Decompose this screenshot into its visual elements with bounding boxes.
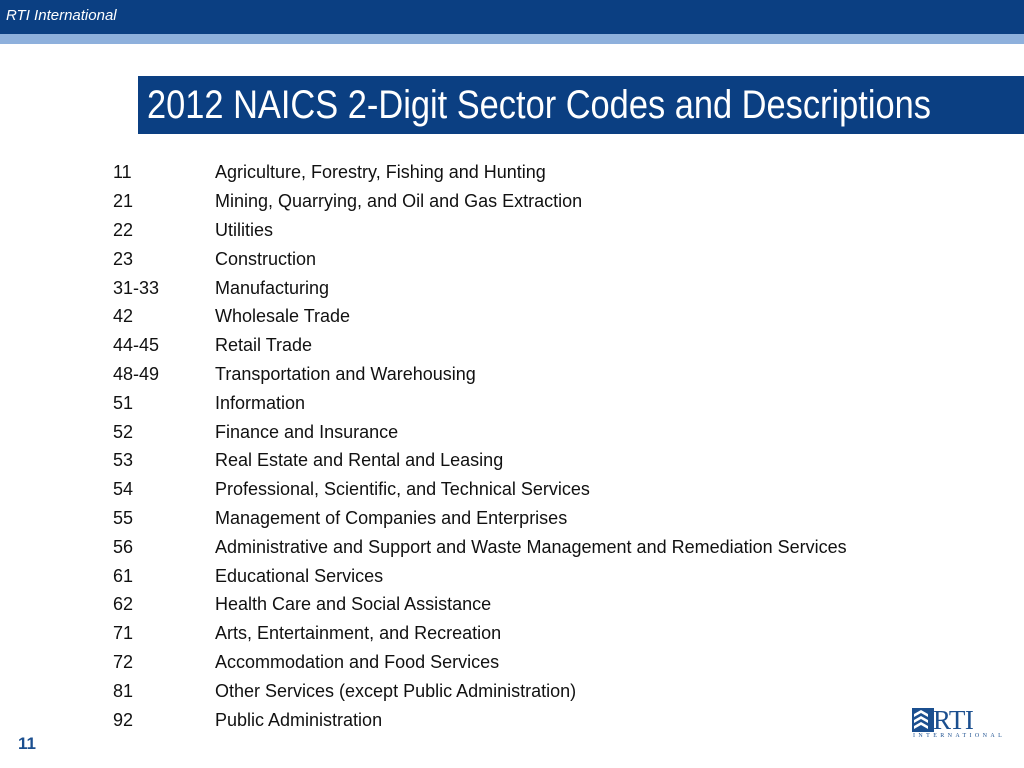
sector-code: 23	[113, 248, 134, 269]
sector-code: 71	[113, 623, 134, 644]
sector-code: 72	[113, 651, 134, 672]
sector-description: Wholesale Trade	[215, 306, 351, 327]
sector-row	[113, 446, 847, 475]
sector-code: 81	[113, 680, 134, 701]
sector-code: 56	[113, 536, 134, 557]
sector-code: 62	[113, 594, 134, 615]
sector-row	[113, 360, 847, 389]
sector-code: 55	[113, 507, 134, 528]
sector-row	[113, 475, 847, 504]
sector-row	[113, 504, 847, 533]
sector-row	[113, 417, 847, 446]
logo-wordmark: RTI	[933, 705, 974, 735]
sector-row	[113, 216, 847, 245]
sector-description: Educational Services	[215, 565, 384, 586]
sector-description: Real Estate and Rental and Leasing	[215, 450, 504, 471]
sector-code: 54	[113, 479, 134, 500]
sector-code-list	[113, 158, 847, 734]
header-bar	[0, 0, 1024, 34]
sector-description: Professional, Scientific, and Technical Services	[215, 479, 590, 500]
sector-code: 92	[113, 709, 134, 730]
sector-row	[113, 561, 847, 590]
sector-row	[113, 158, 847, 187]
sector-description: Management of Companies and Enterprises	[215, 507, 568, 528]
sector-description: Public Administration	[215, 709, 383, 730]
sector-row	[113, 302, 847, 331]
sector-row	[113, 590, 847, 619]
brand-name: RTI International	[6, 7, 117, 24]
sector-description: Manufacturing	[215, 277, 330, 298]
page-title: 2012 NAICS 2-Digit Sector Codes and Descriptions	[147, 83, 931, 127]
sector-description: Construction	[215, 248, 317, 269]
sector-row	[113, 532, 847, 561]
sector-description: Health Care and Social Assistance	[215, 594, 492, 615]
sector-row	[113, 244, 847, 273]
sector-description: Agriculture, Forestry, Fishing and Hunting	[215, 162, 546, 183]
sector-description: Other Services (except Public Administration)	[215, 680, 577, 701]
sector-description: Retail Trade	[215, 335, 313, 356]
sector-row	[113, 273, 847, 302]
sector-row	[113, 705, 847, 734]
sector-code: 21	[113, 191, 134, 212]
sector-description: Mining, Quarrying, and Oil and Gas Extraction	[215, 191, 583, 212]
sector-row	[113, 619, 847, 648]
sector-description: Administrative and Support and Waste Management and Remediation Services	[215, 536, 847, 557]
sector-description: Accommodation and Food Services	[215, 651, 500, 672]
rti-logo	[912, 705, 1006, 741]
sector-code: 48-49	[113, 363, 160, 384]
page-number: 11	[18, 734, 36, 753]
sector-description: Transportation and Warehousing	[215, 363, 476, 384]
sector-row	[113, 676, 847, 705]
sector-code: 11	[113, 162, 132, 183]
title-banner	[138, 76, 1024, 134]
sector-code: 42	[113, 306, 134, 327]
sector-code: 52	[113, 421, 134, 442]
sector-description: Utilities	[215, 219, 274, 240]
sector-code: 51	[113, 392, 134, 413]
sector-row	[113, 187, 847, 216]
sector-row	[113, 388, 847, 417]
sector-row	[113, 331, 847, 360]
sector-code: 22	[113, 219, 134, 240]
rti-logo-icon	[912, 708, 934, 732]
sector-description: Arts, Entertainment, and Recreation	[215, 623, 502, 644]
sector-description: Finance and Insurance	[215, 421, 399, 442]
sector-row	[113, 648, 847, 677]
sector-code: 53	[113, 450, 134, 471]
sector-description: Information	[215, 392, 306, 413]
header-stripe	[0, 34, 1024, 44]
sector-code: 44-45	[113, 335, 160, 356]
logo-subtitle: INTERNATIONAL	[913, 733, 1006, 739]
sector-code: 31-33	[113, 277, 160, 298]
sector-code: 61	[113, 565, 134, 586]
